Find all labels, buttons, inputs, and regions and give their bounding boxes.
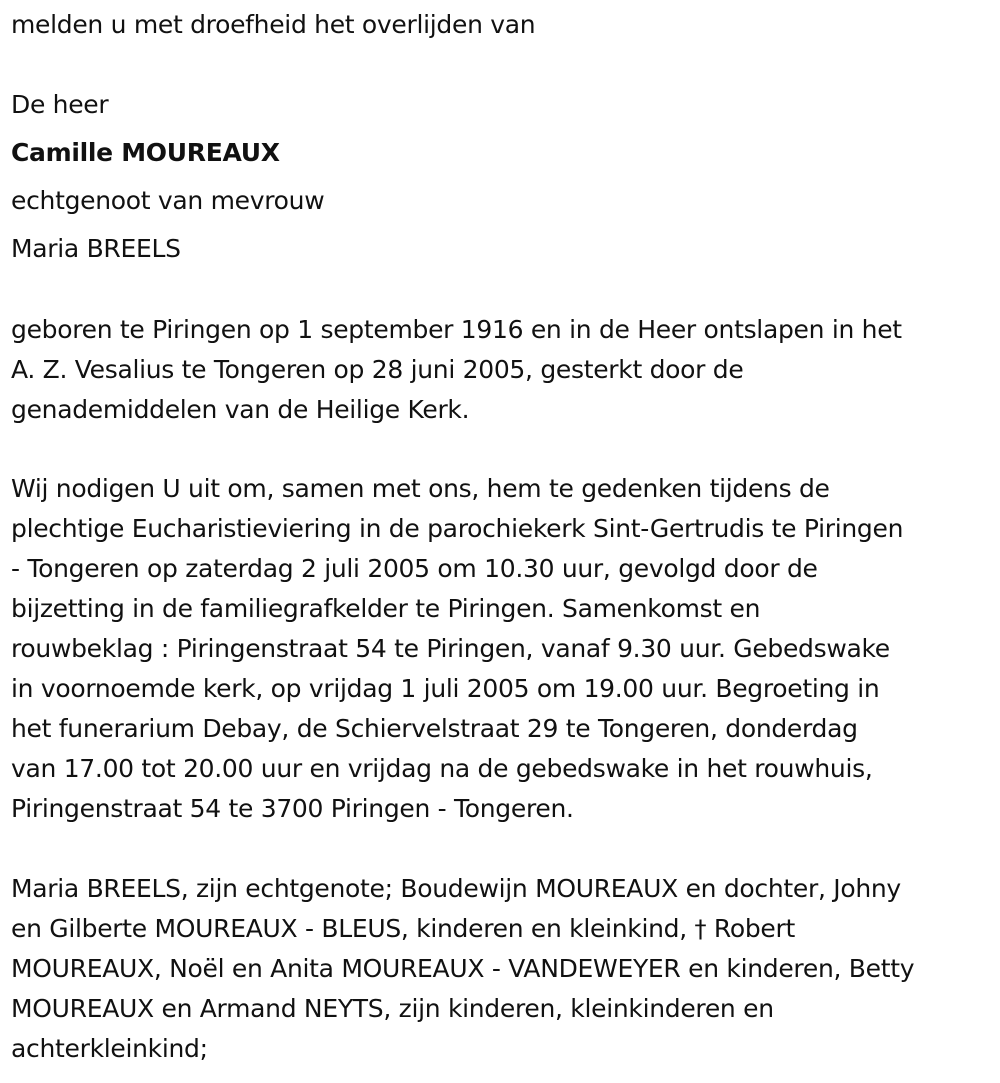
ceremony-line: rouwbeklag : Piringenstraat 54 te Piringen, vanaf 9.30 uur. Gebedswake [11,634,890,663]
birth-line: genademiddelen van de Heilige Kerk. [11,395,470,424]
family-paragraph [11,869,996,1069]
ceremony-line: het funerarium Debay, de Schiervelstraat 29 te Tongeren, donderdag [11,714,858,743]
deceased-name: Camille MOUREAUX [11,138,280,167]
ceremony-paragraph [11,469,996,829]
ceremony-line: Wij nodigen U uit om, samen met ons, hem te gedenken tijdens de [11,474,830,503]
ceremony-line: - Tongeren op zaterdag 2 juli 2005 om 10.30 uur, gevolgd door de [11,554,818,583]
ceremony-line: in voornoemde kerk, op vrijdag 1 juli 2005 om 19.00 uur. Begroeting in [11,674,880,703]
family-line-segment: Robert [713,914,795,943]
family-line-segment: en Gilberte MOUREAUX - BLEUS, kinderen en kleinkind, [11,914,687,943]
family-line [11,909,996,949]
ceremony-line: Piringenstraat 54 te 3700 Piringen - Tongeren. [11,794,574,823]
family-line: achterkleinkind; [11,1034,208,1063]
ceremony-line: van 17.00 tot 20.00 uur en vrijdag na de gebedswake in het rouwhuis, [11,754,873,783]
birth-paragraph [11,310,996,430]
ceremony-line: plechtige Eucharistieviering in de parochiekerk Sint-Gertrudis te Piringen [11,514,904,543]
ceremony-line: bijzetting in de familiegrafkelder te Piringen. Samenkomst en [11,594,761,623]
intro-text: melden u met droefheid het overlijden van [11,10,536,39]
family-line: Maria BREELS, zijn echtgenote; Boudewijn MOUREAUX en dochter, Johny [11,874,901,903]
birth-line: A. Z. Vesalius te Tongeren op 28 juni 2005, gesterkt door de [11,355,744,384]
spouse-name: Maria BREELS [11,234,181,263]
salutation: De heer [11,90,109,119]
cross-icon: † [694,915,707,943]
family-line: MOUREAUX en Armand NEYTS, zijn kinderen, kleinkinderen en [11,994,774,1023]
relation-text: echtgenoot van mevrouw [11,186,325,215]
birth-line: geboren te Piringen op 1 september 1916 en in de Heer ontslapen in het [11,315,902,344]
family-line: MOUREAUX, Noël en Anita MOUREAUX - VANDEWEYER en kinderen, Betty [11,954,915,983]
